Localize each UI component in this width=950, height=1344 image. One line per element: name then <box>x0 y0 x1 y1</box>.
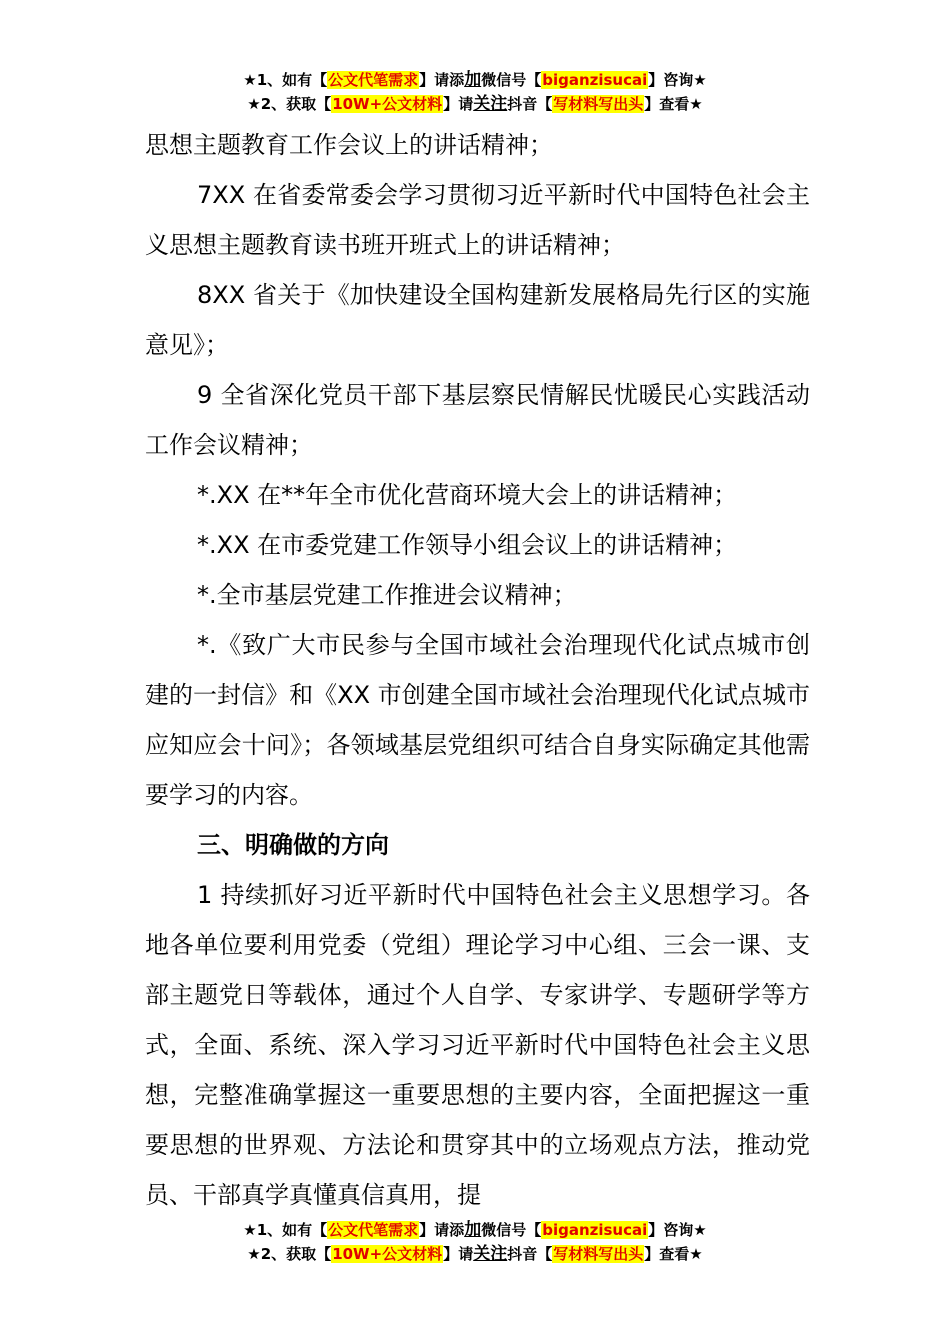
promo-highlight: 写材料写出头 <box>553 1245 644 1263</box>
promo-text: ★1、如有【 <box>243 71 328 89</box>
promo-text: 微信号【 <box>481 71 542 89</box>
section-heading: 三、明确做的方向 <box>197 831 389 859</box>
promo-text: 】请 <box>443 95 474 113</box>
header-promo-banner <box>0 68 950 116</box>
promo-text: 抖音【 <box>507 1245 553 1263</box>
promo-text: 】查看★ <box>644 95 703 113</box>
promo-text: 】咨询★ <box>648 1221 707 1239</box>
promo-highlight: biganzisucai <box>542 71 648 89</box>
promo-text: 】请添 <box>419 71 465 89</box>
paragraph: 7XX 在省委常委会学习贯彻习近平新时代中国特色社会主义思想主题教育读书班开班式上的讲话精神； <box>145 181 810 259</box>
paragraph: 8XX 省关于《加快建设全国构建新发展格局先行区的实施意见》； <box>145 281 810 359</box>
paragraph: *.《致广大市民参与全国市域社会治理现代化试点城市创建的一封信》和《XX 市创建全国市域社会治理现代化试点城市应知应会十问》；各领域基层党组织可结合自身实际确定其他需要学习的内容。 <box>145 631 810 809</box>
promo-text: ★2、获取【 <box>247 1245 332 1263</box>
promo-highlight: biganzisucai <box>542 1221 648 1239</box>
promo-line-2 <box>0 1242 950 1266</box>
promo-keyword: 加 <box>464 1220 482 1240</box>
promo-keyword: 关注 <box>473 94 508 114</box>
promo-text: 】请 <box>443 1245 474 1263</box>
paragraph: 1 持续抓好习近平新时代中国特色社会主义思想学习。各地各单位要利用党委（党组）理论学习中心组、三会一课、支部主题党日等载体，通过个人自学、专家讲学、专题研学等方式，全面、系统、深入学习习近平新时代中国特色社会主义思想，完整准确掌握这一重要思想的主要内容，全面把握这一重要思想的世界观、方法论和贯穿其中的立场观点方法，推动党员、干部真学真懂真信真用，提 <box>145 881 810 1209</box>
promo-text: 】咨询★ <box>648 71 707 89</box>
promo-highlight: 公文代笔需求 <box>328 71 419 89</box>
promo-line-1 <box>0 68 950 92</box>
promo-text: ★2、获取【 <box>247 95 332 113</box>
paragraph: *.全市基层党建工作推进会议精神； <box>197 581 577 609</box>
promo-line-1 <box>0 1218 950 1242</box>
footer-promo-banner <box>0 1218 950 1266</box>
promo-highlight: 公文代笔需求 <box>328 1221 419 1239</box>
promo-text: 微信号【 <box>481 1221 542 1239</box>
promo-highlight: 10W+公文材料 <box>332 1245 443 1263</box>
promo-keyword: 加 <box>464 70 482 90</box>
paragraph: 思想主题教育工作会议上的讲话精神； <box>145 131 553 159</box>
promo-text: 】查看★ <box>644 1245 703 1263</box>
paragraph: *.XX 在**年全市优化营商环境大会上的讲话精神； <box>197 481 738 509</box>
promo-keyword: 关注 <box>473 1244 508 1264</box>
promo-text: 】请添 <box>419 1221 465 1239</box>
paragraph: 9 全省深化党员干部下基层察民情解民忧暖民心实践活动工作会议精神； <box>145 381 810 459</box>
document-body <box>145 120 810 1220</box>
promo-highlight: 写材料写出头 <box>553 95 644 113</box>
paragraph: *.XX 在市委党建工作领导小组会议上的讲话精神； <box>197 531 738 559</box>
promo-text: 抖音【 <box>507 95 553 113</box>
promo-highlight: 10W+公文材料 <box>332 95 443 113</box>
promo-line-2 <box>0 92 950 116</box>
promo-text: ★1、如有【 <box>243 1221 328 1239</box>
